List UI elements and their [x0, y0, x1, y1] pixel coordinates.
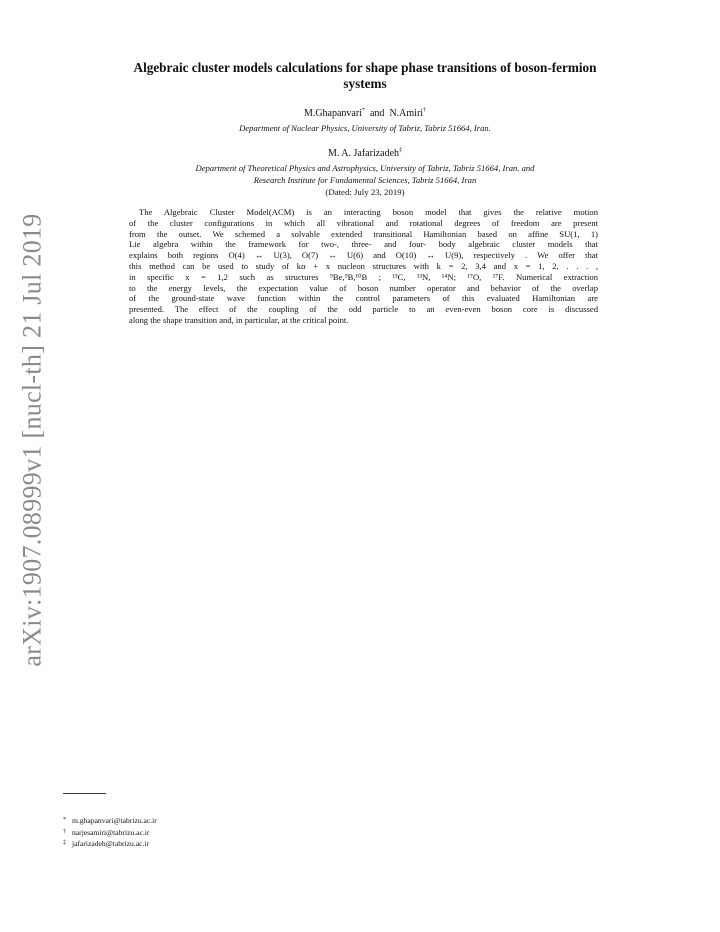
dated-line: (Dated: July 23, 2019) — [325, 187, 405, 197]
footnote-2 — [63, 827, 157, 839]
abstract — [129, 207, 598, 326]
author-conjunction: and — [369, 108, 385, 119]
affiliation-2-line-2: Research Institute for Fundamental Sciences, Tabriz 51664, Iran — [253, 175, 477, 185]
author-line-1 — [80, 108, 650, 120]
abstract-line: explains both regions O(4) ↔ U(3), O(7) ↔ U(6) and O(10) ↔ U(9), respectively . We offer that — [129, 250, 598, 261]
footnote-mark: ‡ — [63, 840, 66, 846]
author-mark-3: ‡ — [399, 147, 403, 154]
abstract-line: to the energy levels, the expectation value of boson number operator and behavior of the overlap — [129, 282, 598, 293]
abstract-line: from the outset. We schemed a solvable extended transitional Hamiltonian based on affine SU(1, 1) — [129, 228, 598, 239]
author-line-2 — [80, 148, 650, 160]
affiliation-1: Department of Nuclear Physics, University of Tabriz, Tabriz 51664, Iran. — [239, 123, 491, 133]
arxiv-identifier: arXiv:1907.08999v1 [nucl-th] 21 Jul 2019 — [18, 213, 48, 667]
footnotes — [63, 815, 157, 850]
author-jafarizadeh: M. A. Jafarizadeh — [327, 148, 400, 159]
abstract-line: along the shape transition and, in particular, at the critical point. — [129, 314, 349, 325]
author-amiri: N.Amiri — [389, 108, 424, 119]
abstract-line: presented. The effect of the coupling of the odd particle to an even-even boson core is discussed — [129, 304, 598, 315]
abstract-line: Lie algebra within the framework for two-, three- and four- body algebraic cluster models that — [129, 239, 598, 250]
author-mark-2: † — [423, 107, 427, 114]
abstract-line: The Algebraic Cluster Model(ACM) is an interacting boson model that gives the relative motion — [139, 207, 598, 217]
abstract-line: this method can be used to study of kα + x nucleon structures with k = 2, 3,4 and x = 1, 2, . . . , — [129, 260, 598, 271]
title-line-2: systems — [343, 76, 387, 91]
footnote-mark: † — [63, 828, 66, 835]
footnote-email[interactable]: jafarizadeh@tabrizu.ac.ir — [72, 839, 149, 848]
title-line-1: Algebraic cluster models calculations for shape phase transitions of boson-fermion — [133, 60, 597, 75]
abstract-line: in specific x = 1,2 such as structures ⁹Be,⁹B,¹⁰B ; ¹³C, ¹³N, ¹⁴N; ¹⁷O, ¹⁷F. Numerical extraction — [129, 271, 598, 282]
footnote-mark: * — [63, 817, 66, 823]
abstract-line: of the cluster configurations in which all vibrational and rotational degrees of freedom are present — [129, 217, 598, 228]
affiliation-2-line-1: Department of Theoretical Physics and Astrophysics, University of Tabriz, Tabriz 51664, Iran. and — [195, 163, 535, 173]
footnote-1 — [63, 815, 157, 827]
abstract-line: of the ground-state wave function within the control parameters of this evaluated Hamiltonian are — [129, 293, 598, 304]
footnote-email[interactable]: narjesamiri@tabrizu.ac.ir — [72, 827, 150, 837]
author-mark-1: * — [361, 107, 365, 114]
paper-title — [70, 60, 660, 92]
footnote-3 — [63, 838, 157, 850]
footnote-email[interactable]: m.ghapanvari@tabrizu.ac.ir — [72, 816, 157, 825]
footnote-rule — [63, 793, 106, 794]
arxiv-side-stamp — [10, 213, 56, 667]
author-ghapanvari: M.Ghapanvari — [303, 108, 362, 119]
